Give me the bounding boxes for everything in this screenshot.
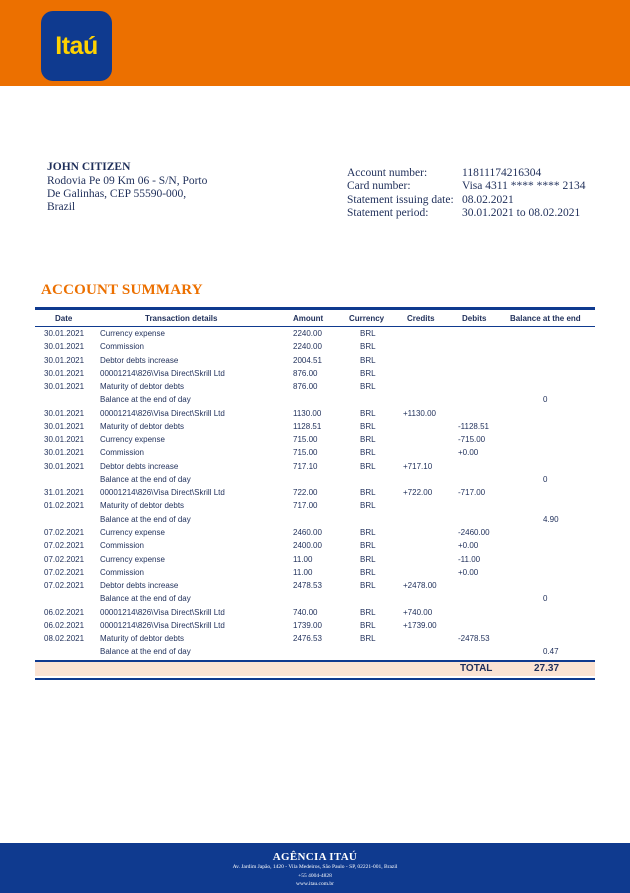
cell-currency: BRL — [360, 581, 376, 591]
cell-currency: BRL — [360, 342, 376, 352]
table-row — [35, 553, 595, 566]
col-header-balance: Balance at the end — [510, 314, 581, 323]
cell-credits: +740.00 — [403, 607, 433, 617]
issuing-date-row — [347, 194, 585, 207]
customer-address-line2: De Galinhas, CEP 55590-000, — [47, 188, 187, 200]
cell-currency: BRL — [360, 527, 376, 537]
header-band — [0, 0, 630, 86]
total-label: TOTAL — [460, 662, 493, 674]
logo-text: Itaú — [55, 32, 98, 60]
cell-credits: +1739.00 — [403, 620, 437, 630]
cell-date: 07.02.2021 — [44, 567, 85, 577]
cell-details: 00001214\826\Visa Direct\Skrill Ltd — [100, 620, 225, 630]
cell-date: 30.01.2021 — [44, 368, 85, 378]
footer-website: www.itau.com.br — [296, 881, 334, 887]
cell-amount: 715.00 — [293, 448, 318, 458]
cell-details: Balance at the end of day — [100, 647, 191, 657]
cell-currency: BRL — [360, 448, 376, 458]
cell-amount: 1128.51 — [293, 421, 322, 431]
cell-balance: 0 — [543, 474, 548, 484]
cell-details: Debtor debts increase — [100, 461, 179, 471]
cell-details: 00001214\826\Visa Direct\Skrill Ltd — [100, 408, 225, 418]
cell-date: 30.01.2021 — [44, 448, 85, 458]
cell-amount: 2476.53 — [293, 634, 322, 644]
cell-details: Commission — [100, 448, 145, 458]
col-header-amount: Amount — [293, 314, 324, 323]
account-number-row — [347, 167, 585, 180]
card-number-label: Card number: — [347, 180, 411, 193]
cell-amount: 2240.00 — [293, 342, 322, 352]
cell-amount: 1130.00 — [293, 408, 322, 418]
cell-credits: +1130.00 — [403, 408, 436, 418]
cell-details: Debtor debts increase — [100, 581, 179, 591]
cell-details: Currency expense — [100, 329, 165, 338]
issuing-date-label: Statement issuing date: — [347, 193, 454, 206]
col-header-currency: Currency — [349, 314, 385, 323]
cell-currency: BRL — [360, 355, 376, 365]
statement-period-row — [347, 207, 585, 220]
cell-details: Maturity of debtor debts — [100, 501, 185, 511]
cell-balance: 0.47 — [543, 647, 559, 657]
cell-date: 30.01.2021 — [44, 382, 85, 392]
cell-currency: BRL — [360, 541, 376, 551]
cell-debits: -717.00 — [458, 488, 486, 498]
cell-date: 07.02.2021 — [44, 541, 85, 551]
cell-details: Balance at the end of day — [100, 395, 191, 405]
cell-amount: 2240.00 — [293, 329, 322, 338]
account-info — [347, 167, 585, 220]
cell-date: 30.01.2021 — [44, 461, 85, 471]
cell-details: Currency expense — [100, 435, 165, 445]
cell-details: Currency expense — [100, 527, 165, 537]
table-row — [35, 393, 595, 406]
cell-date: 30.01.2021 — [44, 329, 85, 338]
footer-title: AGÊNCIA ITAÚ — [272, 851, 358, 863]
card-number-row — [347, 180, 585, 193]
cell-amount: 876.00 — [293, 368, 318, 378]
cell-details: Currency expense — [100, 554, 165, 564]
cell-details: Balance at the end of day — [100, 514, 191, 524]
total-row — [35, 662, 595, 676]
cell-debits: +0.00 — [458, 567, 479, 577]
account-number-value: 11811174216304 — [462, 167, 542, 179]
table-row — [35, 473, 595, 486]
cell-details: Balance at the end of day — [100, 474, 191, 484]
statement-period-label: Statement period: — [347, 206, 429, 219]
cell-details: 00001214\826\Visa Direct\Skrill Ltd — [100, 607, 225, 617]
cell-debits: -715.00 — [458, 435, 486, 445]
cell-details: Balance at the end of day — [100, 594, 191, 604]
cell-currency: BRL — [360, 368, 376, 378]
table-row — [35, 579, 595, 592]
cell-date: 30.01.2021 — [44, 421, 85, 431]
footer-phone: +55 4004-4828 — [298, 872, 332, 879]
table-row — [35, 407, 595, 420]
cell-credits: +722.00 — [403, 488, 433, 498]
cell-date: 07.02.2021 — [44, 527, 85, 537]
table-row — [35, 632, 595, 645]
table-row — [35, 526, 595, 539]
cell-currency: BRL — [360, 554, 376, 564]
cell-amount: 11.00 — [293, 567, 313, 577]
table-row — [35, 539, 595, 552]
cell-currency: BRL — [360, 488, 376, 498]
cell-details: Commission — [100, 541, 145, 551]
table-row — [35, 433, 595, 446]
cell-amount: 876.00 — [293, 382, 318, 392]
customer-address-line1: Rodovia Pe 09 Km 06 - S/N, Porto — [47, 175, 208, 187]
cell-balance: 4.90 — [543, 514, 559, 524]
cell-credits: +717.10 — [403, 461, 433, 471]
cell-amount: 11.00 — [293, 554, 313, 564]
transactions-table — [35, 307, 595, 680]
cell-details: Maturity of debtor debts — [100, 634, 185, 644]
cell-amount: 740.00 — [293, 607, 318, 617]
cell-currency: BRL — [360, 620, 376, 630]
cell-balance: 0 — [543, 594, 548, 604]
cell-details: Debtor debts increase — [100, 355, 179, 365]
cell-date: 08.02.2021 — [44, 634, 85, 644]
cell-currency: BRL — [360, 329, 376, 338]
cell-amount: 717.00 — [293, 501, 318, 511]
itau-logo — [41, 11, 112, 81]
table-row — [35, 460, 595, 473]
cell-amount: 2478.53 — [293, 581, 322, 591]
total-value: 27.37 — [534, 662, 560, 674]
customer-block — [47, 161, 207, 214]
cell-date: 30.01.2021 — [44, 355, 85, 365]
cell-currency: BRL — [360, 408, 376, 418]
cell-date: 06.02.2021 — [44, 607, 85, 617]
cell-details: Commission — [100, 342, 145, 352]
table-row — [35, 566, 595, 579]
statement-period-value: 30.01.2021 to 08.02.2021 — [462, 206, 581, 219]
cell-currency: BRL — [360, 567, 376, 577]
cell-debits: +0.00 — [458, 541, 479, 551]
cell-date: 07.02.2021 — [44, 581, 85, 591]
cell-date: 30.01.2021 — [44, 435, 85, 445]
cell-currency: BRL — [360, 382, 376, 392]
table-row — [35, 340, 595, 353]
cell-date: 31.01.2021 — [44, 488, 85, 498]
table-row — [35, 380, 595, 393]
table-row — [35, 606, 595, 619]
col-header-date: Date — [55, 314, 73, 323]
table-row — [35, 499, 595, 512]
cell-debits: -2478.53 — [458, 634, 490, 644]
cell-currency: BRL — [360, 435, 376, 445]
footer — [0, 843, 630, 893]
table-row — [35, 327, 595, 340]
cell-debits: -2460.00 — [458, 527, 490, 537]
footer-address: Av. Jardim Japão, 1420 - Vila Medeiros, São Paulo - SP, 02221-001, Brazil — [232, 864, 398, 870]
cell-debits: -11.00 — [458, 554, 481, 564]
cell-currency: BRL — [360, 461, 376, 471]
cell-currency: BRL — [360, 607, 376, 617]
cell-currency: BRL — [360, 421, 376, 431]
table-row — [35, 592, 595, 605]
cell-amount: 715.00 — [293, 435, 318, 445]
cell-balance: 0 — [543, 395, 548, 405]
cell-details: 00001214\826\Visa Direct\Skrill Ltd — [100, 488, 225, 498]
cell-currency: BRL — [360, 501, 376, 511]
cell-date: 06.02.2021 — [44, 620, 85, 630]
cell-date: 01.02.2021 — [44, 501, 85, 511]
table-row — [35, 420, 595, 433]
customer-name: JOHN CITIZEN — [47, 161, 131, 173]
table-header — [35, 310, 595, 327]
customer-address-line3: Brazil — [47, 201, 76, 213]
col-header-details: Transaction details — [145, 314, 218, 323]
cell-debits: -1128.51 — [458, 421, 489, 431]
cell-debits: +0.00 — [458, 448, 479, 458]
cell-details: Commission — [100, 567, 145, 577]
table-row — [35, 446, 595, 459]
table-row — [35, 354, 595, 367]
table-body — [35, 327, 595, 659]
cell-details: Maturity of debtor debts — [100, 421, 185, 431]
cell-amount: 2460.00 — [293, 527, 322, 537]
cell-date: 30.01.2021 — [44, 408, 85, 418]
table-row — [35, 645, 595, 658]
cell-amount: 2400.00 — [293, 541, 322, 551]
card-number-value: Visa 4311 **** **** 2134 — [462, 180, 586, 193]
cell-amount: 722.00 — [293, 488, 318, 498]
cell-date: 30.01.2021 — [44, 342, 85, 352]
cell-amount: 2004.51 — [293, 355, 322, 365]
cell-currency: BRL — [360, 634, 376, 644]
cell-details: 00001214\826\Visa Direct\Skrill Ltd — [100, 368, 225, 378]
account-summary-title: ACCOUNT SUMMARY — [41, 282, 203, 298]
table-row — [35, 513, 595, 526]
cell-amount: 1739.00 — [293, 620, 322, 630]
col-header-credits: Credits — [407, 314, 435, 323]
cell-date: 07.02.2021 — [44, 554, 85, 564]
cell-credits: +2478.00 — [403, 581, 437, 591]
table-bottom-rule — [35, 678, 595, 680]
table-row — [35, 486, 595, 499]
account-number-label: Account number: — [347, 167, 428, 179]
cell-amount: 717.10 — [293, 461, 318, 471]
table-row — [35, 619, 595, 632]
cell-details: Maturity of debtor debts — [100, 382, 185, 392]
col-header-debits: Debits — [462, 314, 487, 323]
issuing-date-value: 08.02.2021 — [462, 193, 514, 206]
table-row — [35, 367, 595, 380]
